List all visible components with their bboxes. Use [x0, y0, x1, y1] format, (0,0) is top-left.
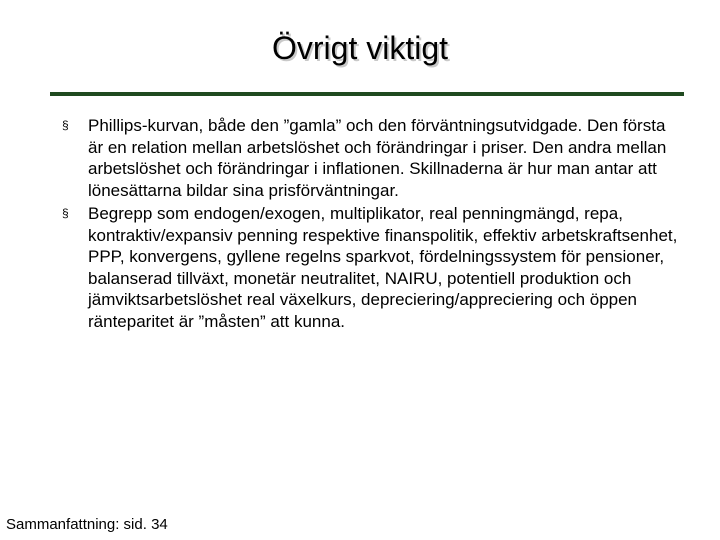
footer-reference: Sammanfattning: sid. 34: [6, 516, 168, 533]
title-divider: [50, 92, 684, 96]
bullet-list: [62, 115, 682, 334]
list-item: [62, 115, 682, 201]
bullet-text: Phillips-kurvan, både den ”gamla” och den förväntningsutvidgade. Den första är en relation mellan arbetslöshet och förändringar i priser. Den andra mellan arbetslöshet och förändringar i inflationen. Skillnaderna är hur man antar att lönesättarna bildar sina prisförväntningar.: [88, 116, 667, 200]
list-item: [62, 203, 682, 332]
square-bullet-icon: §: [62, 206, 69, 220]
bullet-text: Begrepp som endogen/exogen, multiplikator, real penningmängd, repa, kontraktiv/expansiv penning respektive finanspolitik, effektiv arbetskraftsenhet, PPP, konvergens, gyllene regelns sparkvot, fördelningssystem för pensioner, balanserad tillväxt, monetär neutralitet, NAIRU, potentiell produktion och jämviktsarbetslöshet real växelkurs, depreciering/appreciering och öppen ränteparitet är ”måsten” att kunna.: [88, 204, 678, 331]
slide-title: Övrigt viktigt: [271, 30, 449, 66]
square-bullet-icon: §: [62, 118, 69, 132]
